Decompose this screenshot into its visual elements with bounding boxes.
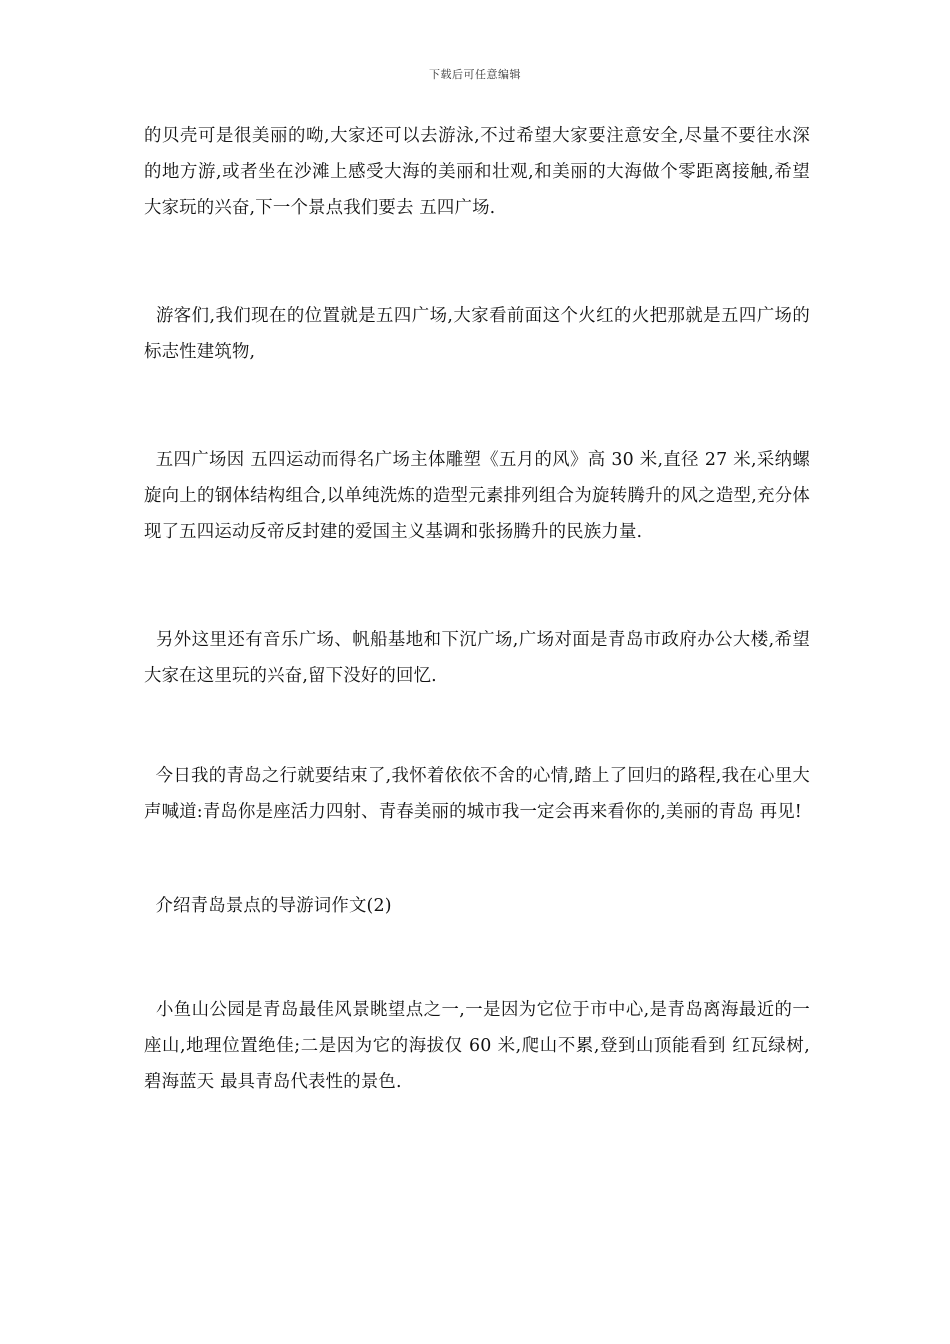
paragraph-may-wind-sculpture: 五四广场因 五四运动而得名广场主体雕塑《五月的风》高 30 米,直径 27 米,采纳螺旋向上的钢体结构组合,以单纯洗炼的造型元素排列组合为旋转腾升的风之造型,充分体现了五四运动反帝反封建的爱国主义基调和张扬腾升的民族力量. bbox=[144, 450, 810, 542]
paragraph-xiaoyushan-park: 小鱼山公园是青岛最佳风景眺望点之一,一是因为它位于市中心,是青岛离海最近的一座山,地理位置绝佳;二是因为它的海拔仅 60 米,爬山不累,登到山顶能看到 红瓦绿树,碧海蓝天 最具青岛代表性的景色. bbox=[144, 1000, 810, 1092]
paragraph-beach: 的贝壳可是很美丽的呦,大家还可以去游泳,不过希望大家要注意安全,尽量不要往水深的地方游,或者坐在沙滩上感受大海的美丽和壮观,和美丽的大海做个零距离接触,希望大家玩的兴奋,下一个景点我们要去 五四广场. bbox=[144, 126, 810, 218]
paragraph-spacer bbox=[144, 924, 810, 992]
paragraph-spacer bbox=[144, 830, 810, 888]
paragraph-wusi-square-intro: 游客们,我们现在的位置就是五四广场,大家看前面这个火红的火把那就是五四广场的标志性建筑物, bbox=[144, 306, 810, 362]
paragraph-farewell: 今日我的青岛之行就要结束了,我怀着依依不舍的心情,踏上了回归的路程,我在心里大声喊道:青岛你是座活力四射、青春美丽的城市我一定会再来看你的,美丽的青岛 再见! bbox=[144, 766, 810, 822]
paragraph-music-square: 另外这里还有音乐广场、帆船基地和下沉广场,广场对面是青岛市政府办公大楼,希望大家在这里玩的兴奋,留下没好的回忆. bbox=[144, 630, 810, 686]
paragraph-spacer bbox=[144, 550, 810, 622]
page-header-note: 下载后可任意编辑 bbox=[429, 68, 521, 81]
paragraph-spacer bbox=[144, 226, 810, 298]
paragraph-spacer bbox=[144, 370, 810, 442]
section-heading: 介绍青岛景点的导游词作文(2) bbox=[144, 896, 392, 916]
paragraph-spacer bbox=[144, 694, 810, 758]
document-body bbox=[144, 118, 810, 1100]
